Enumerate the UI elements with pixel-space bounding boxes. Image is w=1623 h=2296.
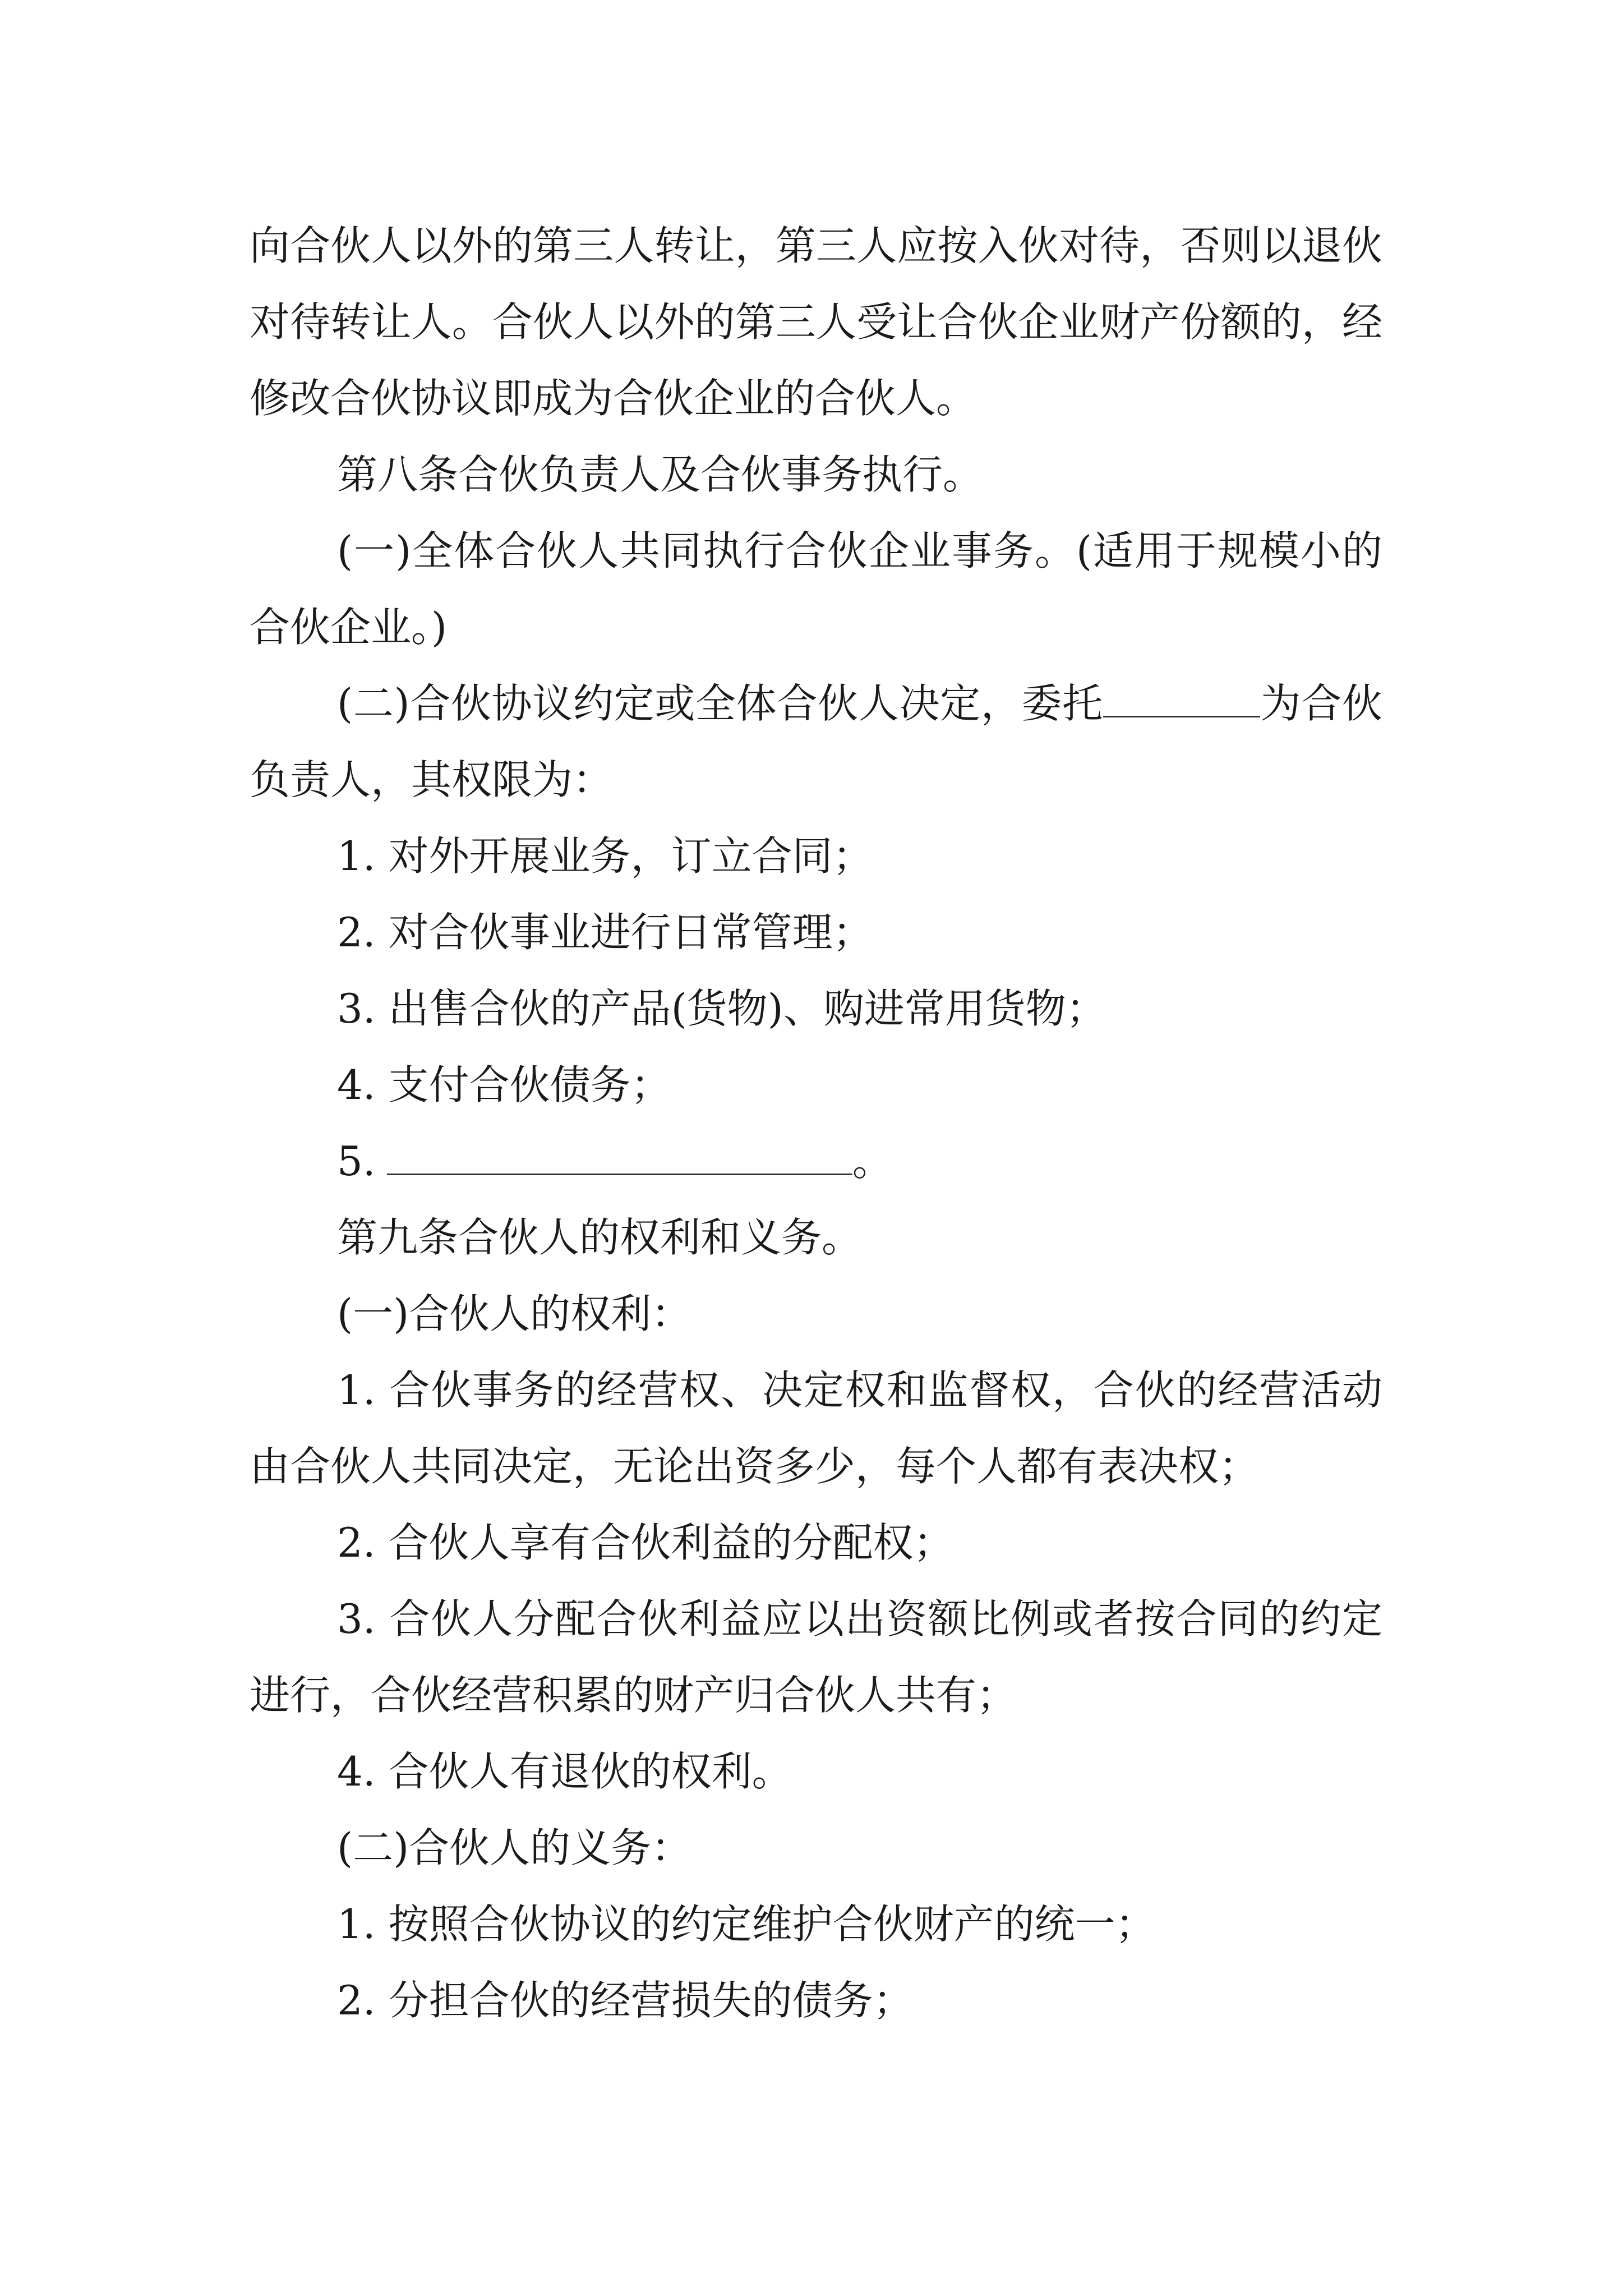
article-8-heading: 第八条合伙负责人及合伙事务执行。 [337,451,984,498]
fill-in-blank [1103,682,1260,717]
authority-item-2: 2. 对合伙事业进行日常管理； [337,909,873,956]
article-8-item-2-lead: (二)合伙协议约定或全体合伙人决定，委托 [337,680,1103,727]
fill-in-blank [387,1140,852,1175]
authority-item-5-tail: 。 [852,1138,893,1185]
paragraph-continuation: 向合伙人以外的第三人转让，第三人应按入伙对待，否则以退伙对待转让人。合伙人以外的第三人受让合伙企业财产份额的，经修改合伙协议即成为合伙企业的合伙人。 [250,222,1382,422]
authority-item-5 [250,1123,1382,1199]
duties-heading: (二)合伙人的义务： [337,1824,692,1871]
document-body [250,208,1382,2039]
rights-item-2: 2. 合伙人享有合伙利益的分配权； [337,1519,954,1566]
article-8-item-1: (一)全体合伙人共同执行合伙企业事务。(适用于规模小的合伙企业。) [250,527,1382,651]
rights-item-4: 4. 合伙人有退伙的权利。 [337,1748,792,1795]
authority-item-5-number: 5. [337,1138,376,1185]
duties-item-1: 1. 按照合伙协议的约定维护合伙财产的统一； [337,1901,1156,1948]
authority-item-4: 4. 支付合伙债务； [337,1061,671,1108]
rights-heading: (一)合伙人的权利： [337,1290,692,1337]
rights-item-3: 3. 合伙人分配合伙利益应以出资额比例或者按合同的约定进行，合伙经营积累的财产归合伙人共有； [250,1595,1382,1719]
rights-item-1: 1. 合伙事务的经营权、决定权和监督权，合伙的经营活动由合伙人共同决定，无论出资多少，每个人都有表决权； [250,1366,1382,1490]
article-9-heading: 第九条合伙人的权利和义务。 [337,1214,863,1261]
duties-item-2: 2. 分担合伙的经营损失的债务； [337,1977,914,2024]
authority-item-3: 3. 出售合伙的产品(货物)、购进常用货物； [337,985,1106,1032]
article-8-item-2 [250,665,1382,818]
article-8-item-2-tail: 为合伙负责人，其权限为： [250,680,1382,803]
authority-item-1: 1. 对外开展业务，订立合同； [337,832,873,880]
